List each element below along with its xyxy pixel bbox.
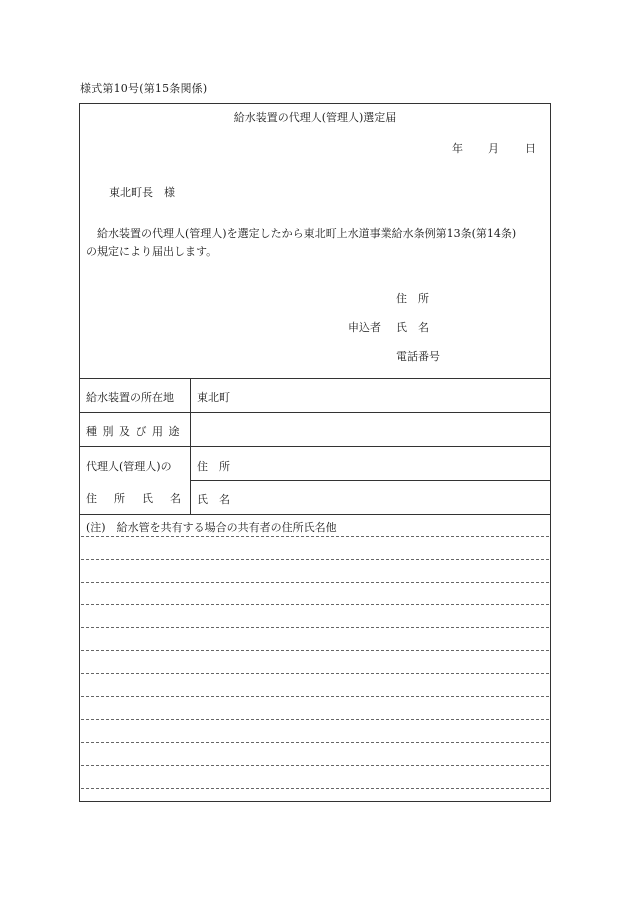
location-label: 給水装置の所在地 <box>86 391 174 404</box>
location-value: 東北町 <box>197 391 230 404</box>
declaration-text <box>86 225 546 261</box>
dotted-line <box>81 536 549 537</box>
dotted-line <box>81 696 549 697</box>
table-column-divider <box>190 378 191 515</box>
date-year-label: 年 <box>452 142 463 155</box>
dotted-line <box>81 765 549 766</box>
date-month-label: 月 <box>488 142 499 155</box>
dotted-line <box>81 582 549 583</box>
table-bottom-rule <box>80 514 550 515</box>
dotted-line <box>81 788 549 789</box>
form-number: 様式第10号(第15条関係) <box>80 82 208 95</box>
agent-label-line-2: 住 所 氏 名 <box>86 492 184 505</box>
dotted-line <box>81 719 549 720</box>
table-rule <box>80 446 550 447</box>
declaration-line-1: 給水装置の代理人(管理人)を選定したから東北町上水道事業給水条例第13条(第14条) <box>97 227 517 240</box>
date-day-label: 日 <box>525 142 536 155</box>
addressee: 東北町長 様 <box>109 186 175 199</box>
form-title: 給水装置の代理人(管理人)選定届 <box>233 111 397 124</box>
applicant-label: 申込者 <box>348 321 381 334</box>
dotted-line <box>81 673 549 674</box>
dotted-line <box>81 604 549 605</box>
applicant-name-label: 氏 名 <box>396 321 429 334</box>
dotted-line <box>81 650 549 651</box>
agent-name-label: 氏 名 <box>197 493 230 506</box>
table-rule <box>80 412 550 413</box>
agent-address-label: 住 所 <box>197 460 230 473</box>
dotted-line <box>81 627 549 628</box>
type-label: 種 別 及 び 用 途 <box>86 425 181 438</box>
form-frame <box>79 103 551 802</box>
applicant-address-label: 住 所 <box>396 292 429 305</box>
note-text: (注) 給水管を共有する場合の共有者の住所氏名他 <box>86 521 337 534</box>
table-top-rule <box>80 378 550 379</box>
dotted-line <box>81 559 549 560</box>
declaration-line-2: の規定により届出します。 <box>86 245 218 258</box>
agent-label-line-1: 代理人(管理人)の <box>86 460 172 473</box>
applicant-phone-label: 電話番号 <box>396 350 440 363</box>
dotted-line <box>81 742 549 743</box>
table-rule <box>190 480 550 481</box>
